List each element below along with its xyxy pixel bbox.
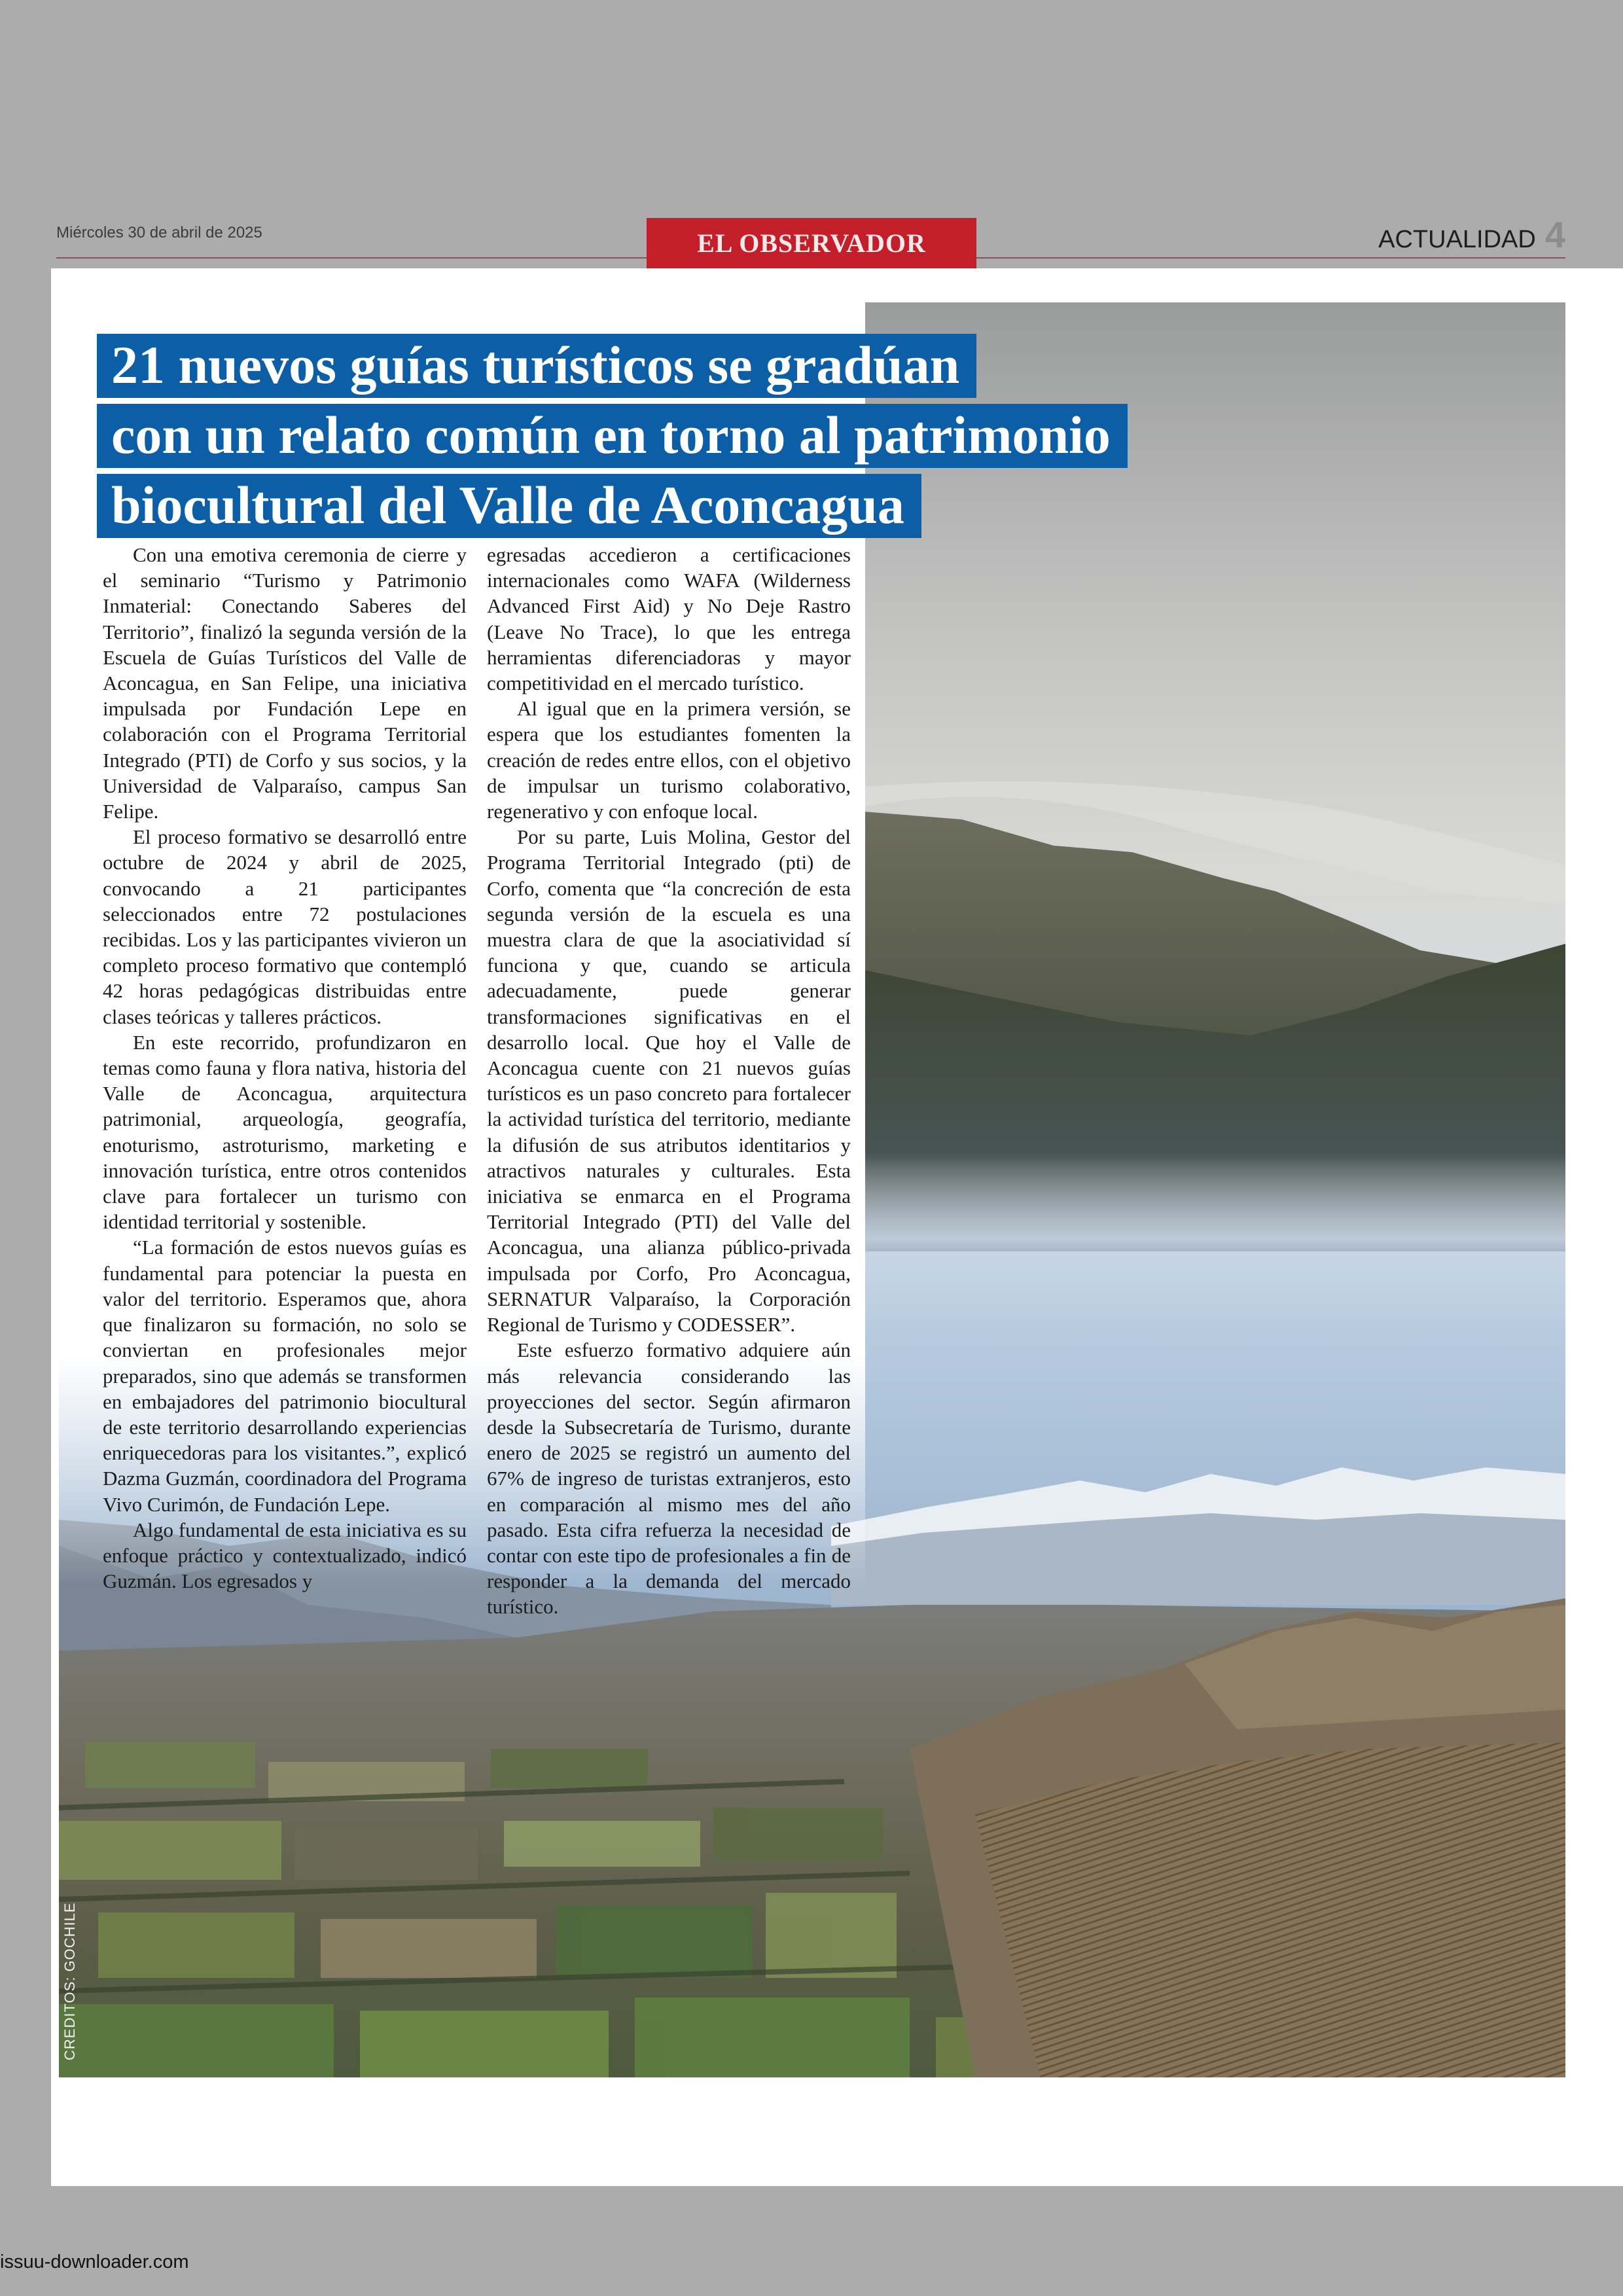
paragraph: El proceso formativo se desarrolló entre octubre de 2024 y abril de 2025, convocando a 21 participantes seleccionados entre 72 postulaciones recibidas. Los y las participantes vivieron un completo proceso formativo que contempló 42 horas pedagógicas distribuidas entre clases teóricas y talleres prácticos.: [103, 825, 467, 1028]
article-column-2: [487, 542, 851, 1620]
paragraph: “La formación de estos nuevos guías es fundamental para potenciar la puesta en valor del territorio. Esperamos que, ahora que finalizaron su formación, no solo se conviertan en profesionales mejor preparados, sino que además se transformen en embajadores del patrimonio biocultural de este territorio desarrollando experiencias enriquecedoras para los visitantes.”, explicó Dazma Guzmán, coordinadora del Programa Vivo Curimón, de Fundación Lepe.: [103, 1236, 467, 1516]
headline-line: con un relato común en torno al patrimonio: [97, 404, 1275, 468]
paragraph: egresadas accedieron a certificaciones internacionales como WAFA (Wilderness Advanced First Aid) y No Deje Rastro (Leave No Trace), lo que les entrega herramientas diferenciadoras y mayor competitividad en el mercado turístico.: [487, 543, 851, 695]
article-headline: [97, 334, 1275, 544]
headline-line: biocultural del Valle de Aconcagua: [97, 474, 1275, 538]
paragraph: Algo fundamental de esta iniciativa es su enfoque práctico y contextualizado, indicó Guzmán. Los egresados y: [103, 1518, 467, 1593]
issue-date: Miércoles 30 de abril de 2025: [56, 224, 262, 242]
section-header: [1378, 213, 1565, 256]
article-column-1: [103, 542, 467, 1594]
paragraph: Por su parte, Luis Molina, Gestor del Programa Territorial Integrado (pti) de Corfo, comenta que “la concreción de esta segunda versión de la escuela es una muestra clara de que la asociatividad sí funciona y que, cuando se articula adecuadamente, puede generar transformaciones significativas en el desarrollo local. Que hoy el Valle de Aconcagua cuente con 21 nuevos guías turísticos es un paso concreto para fortalecer la actividad turística del territorio, mediante la difusión de sus atributos identitarios y atractivos naturales y culturales. Esta iniciativa se enmarca en el Programa Territorial Integrado (PTI) del Valle del Aconcagua, una alianza público-privada impulsada por Corfo, Pro Aconcagua, SERNATUR Valparaíso, la Corporación Regional de Turismo y CODESSER”.: [487, 825, 851, 1336]
headline-line: 21 nuevos guías turísticos se gradúan: [97, 334, 1275, 398]
paragraph: Con una emotiva ceremonia de cierre y el seminario “Turismo y Patrimonio Inmaterial: Conectando Saberes del Territorio”, finalizó la segunda versión de la Escuela de Guías Turísticos del Valle de Aconcagua, en San Felipe, una iniciativa impulsada por Fundación Lepe en colaboración con el Programa Territorial Integrado (PTI) de Corfo y sus socios, y la Universidad de Valparaíso, campus San Felipe.: [103, 543, 467, 823]
masthead-logo: EL OBSERVADOR: [647, 218, 976, 270]
page-number: 4: [1544, 214, 1565, 255]
watermark-link[interactable]: issuu-downloader.com: [0, 2251, 189, 2272]
paragraph: Al igual que en la primera versión, se espera que los estudiantes fomenten la creación de redes entre ellos, con el objetivo de impulsar un turismo colaborativo, regenerativo y con enfoque local.: [487, 697, 851, 823]
photo-credit: CREDITOS: GOCHILE: [62, 1902, 78, 2060]
section-name: ACTUALIDAD: [1378, 226, 1536, 253]
paragraph: Este esfuerzo formativo adquiere aún más relevancia considerando las proyecciones del sector. Según afirmaron desde la Subsecretaría de Turismo, durante enero de 2025 se registró un aumento del 67% de ingreso de turistas extranjeros, esto en comparación al mismo mes del año pasado. Esta cifra refuerza la necesidad de contar con este tipo de profesionales a fin de responder a la demanda del mercado turístico.: [487, 1338, 851, 1619]
paragraph: En este recorrido, profundizaron en temas como fauna y flora nativa, historia del Valle de Aconcagua, arquitectura patrimonial, arqueología, geografía, enoturismo, astroturismo, marketing e innovación turística, entre otros contenidos clave para fortalecer un turismo con identidad territorial y sostenible.: [103, 1030, 467, 1234]
